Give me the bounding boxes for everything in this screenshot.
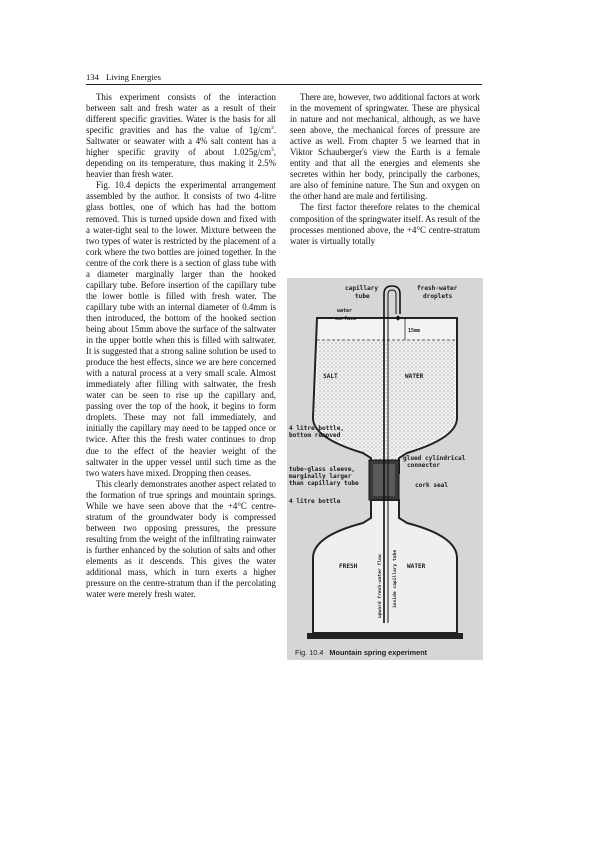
label-sleeve-c: than capillary tube	[289, 480, 359, 487]
label-salt: SALT	[323, 373, 338, 380]
label-15mm: 15mm	[408, 328, 421, 334]
label-fresh: FRESH	[339, 563, 358, 570]
page-number: 134	[86, 72, 99, 82]
lower-bottle	[313, 500, 457, 633]
paragraph: This experiment consists of the interaction between salt and fresh water as a result of their different specific gravities. Water is the basis for all specific gravities and has the value of $1g/cm^3$. Saltwater or seawater with a 4% salt content has a higher specific gravity of about $1.025g/cm^3$, depending on its temperature, thus making it 2.5% heavier than fresh water.	[86, 92, 276, 180]
label-4-litre-bottle: 4 litre bottle,	[289, 425, 345, 432]
paragraph: This clearly demonstrates another aspect related to the formation of true springs and mountain springs. While we have seen above that the +4°C centre-stratum of the groundwater body is compressed between two opposing pressures, the pressure resulting from the weight of the infiltrating rainwater is further enhanced by the solution of salts and other elements as it descends. This gives the water additional mass, which in turn exerts a higher pressure on the centre-stratum than if the percolating water were merely fresh water.	[86, 478, 276, 600]
label-capillary: capillary	[345, 285, 379, 292]
label-sleeve-b: marginally larger	[289, 473, 352, 480]
right-column	[290, 92, 480, 247]
label-tube: tube	[355, 293, 370, 300]
label-sleeve-a: tube-glass sleeve,	[289, 466, 356, 473]
label-inside-tube: inside capillary tube	[393, 549, 398, 608]
running-title: Living Energies	[106, 72, 162, 82]
caption-number: Fig. 10.4	[295, 648, 324, 657]
label-glued-b: connector	[407, 462, 441, 469]
label-water: water	[337, 308, 353, 314]
experiment-diagram	[287, 278, 483, 660]
figure-caption	[295, 648, 427, 657]
label-cork-seal: cork seal	[415, 482, 449, 489]
left-column	[86, 92, 276, 600]
paragraph: There are, however, two additional factors at work in the movement of springwater. These are physical in nature and not mechanical, although, as we have seen above, the mechanical forces of pressure are active as well. From chapter 5 we learned that in Viktor Schauberger's view the Earth is a female entity and that all the energies and elements she secretes within her body, principally the carbones, are also of feminine nature. The Sun and oxygen on the other hand are male and fertilising.	[290, 92, 480, 202]
label-glued-a: glued cylindrical	[403, 455, 466, 462]
label-upward-flow: upward fresh-water flow	[378, 554, 383, 618]
header-rule	[86, 84, 482, 85]
label-bottom-removed: bottom removed	[289, 432, 341, 439]
label-water-upper: WATER	[405, 373, 424, 380]
label-fresh-water: fresh-water	[417, 285, 458, 292]
label-droplets: droplets	[423, 293, 453, 300]
paragraph: The first factor therefore relates to the chemical composition of the springwater itself. As result of the processes mentioned above, the +4°C centre-stratum water is virtually totally	[290, 202, 480, 246]
label-water-lower: WATER	[407, 563, 426, 570]
figure-mountain-spring	[287, 278, 483, 660]
label-4-litre-bottle-lower: 4 litre bottle	[289, 498, 341, 505]
saltwater-fill	[315, 340, 455, 471]
caption-title: Mountain spring experiment	[329, 648, 428, 657]
paragraph: Fig. 10.4 depicts the experimental arrangement assembled by the author. It consists of two 4-litre glass bottles, one of which has had the bottom removed. This is turned upside down and fixed with a water-tight seal to the lower. Mixture between the two types of water is restricted by the placement of a cork where the two bottles are joined together. In the centre of the cork there is a section of glass tube with a diameter marginally larger than the hooked capillary tube. Before insertion of the capillary tube the lower bottle is filled with fresh water. The capillary tube with an internal diameter of 0.4mm is then introduced, the bottom of the hooked section being about 15mm above the surface of the saltwater in the upper bottle when this is filled with saltwater. It is suggested that a strong saline solution be used to produce the best effects, since we are here concerned with a natural process at a very small scale. Almost immediately after filling with saltwater, the fresh water can be seen to rise up the capillary and, passing over the top of the hook, it begins to form droplets. These may not fall immediately, and initially the capillary may need to be tapped once or twice. After this the fresh water continues to drop due to the effect of the heavier weight of the saltwater in the upper vessel until such time as the two waters have mixed. Dropping then ceases.	[86, 180, 276, 478]
label-surface: surface	[335, 316, 357, 322]
running-header	[86, 72, 482, 82]
